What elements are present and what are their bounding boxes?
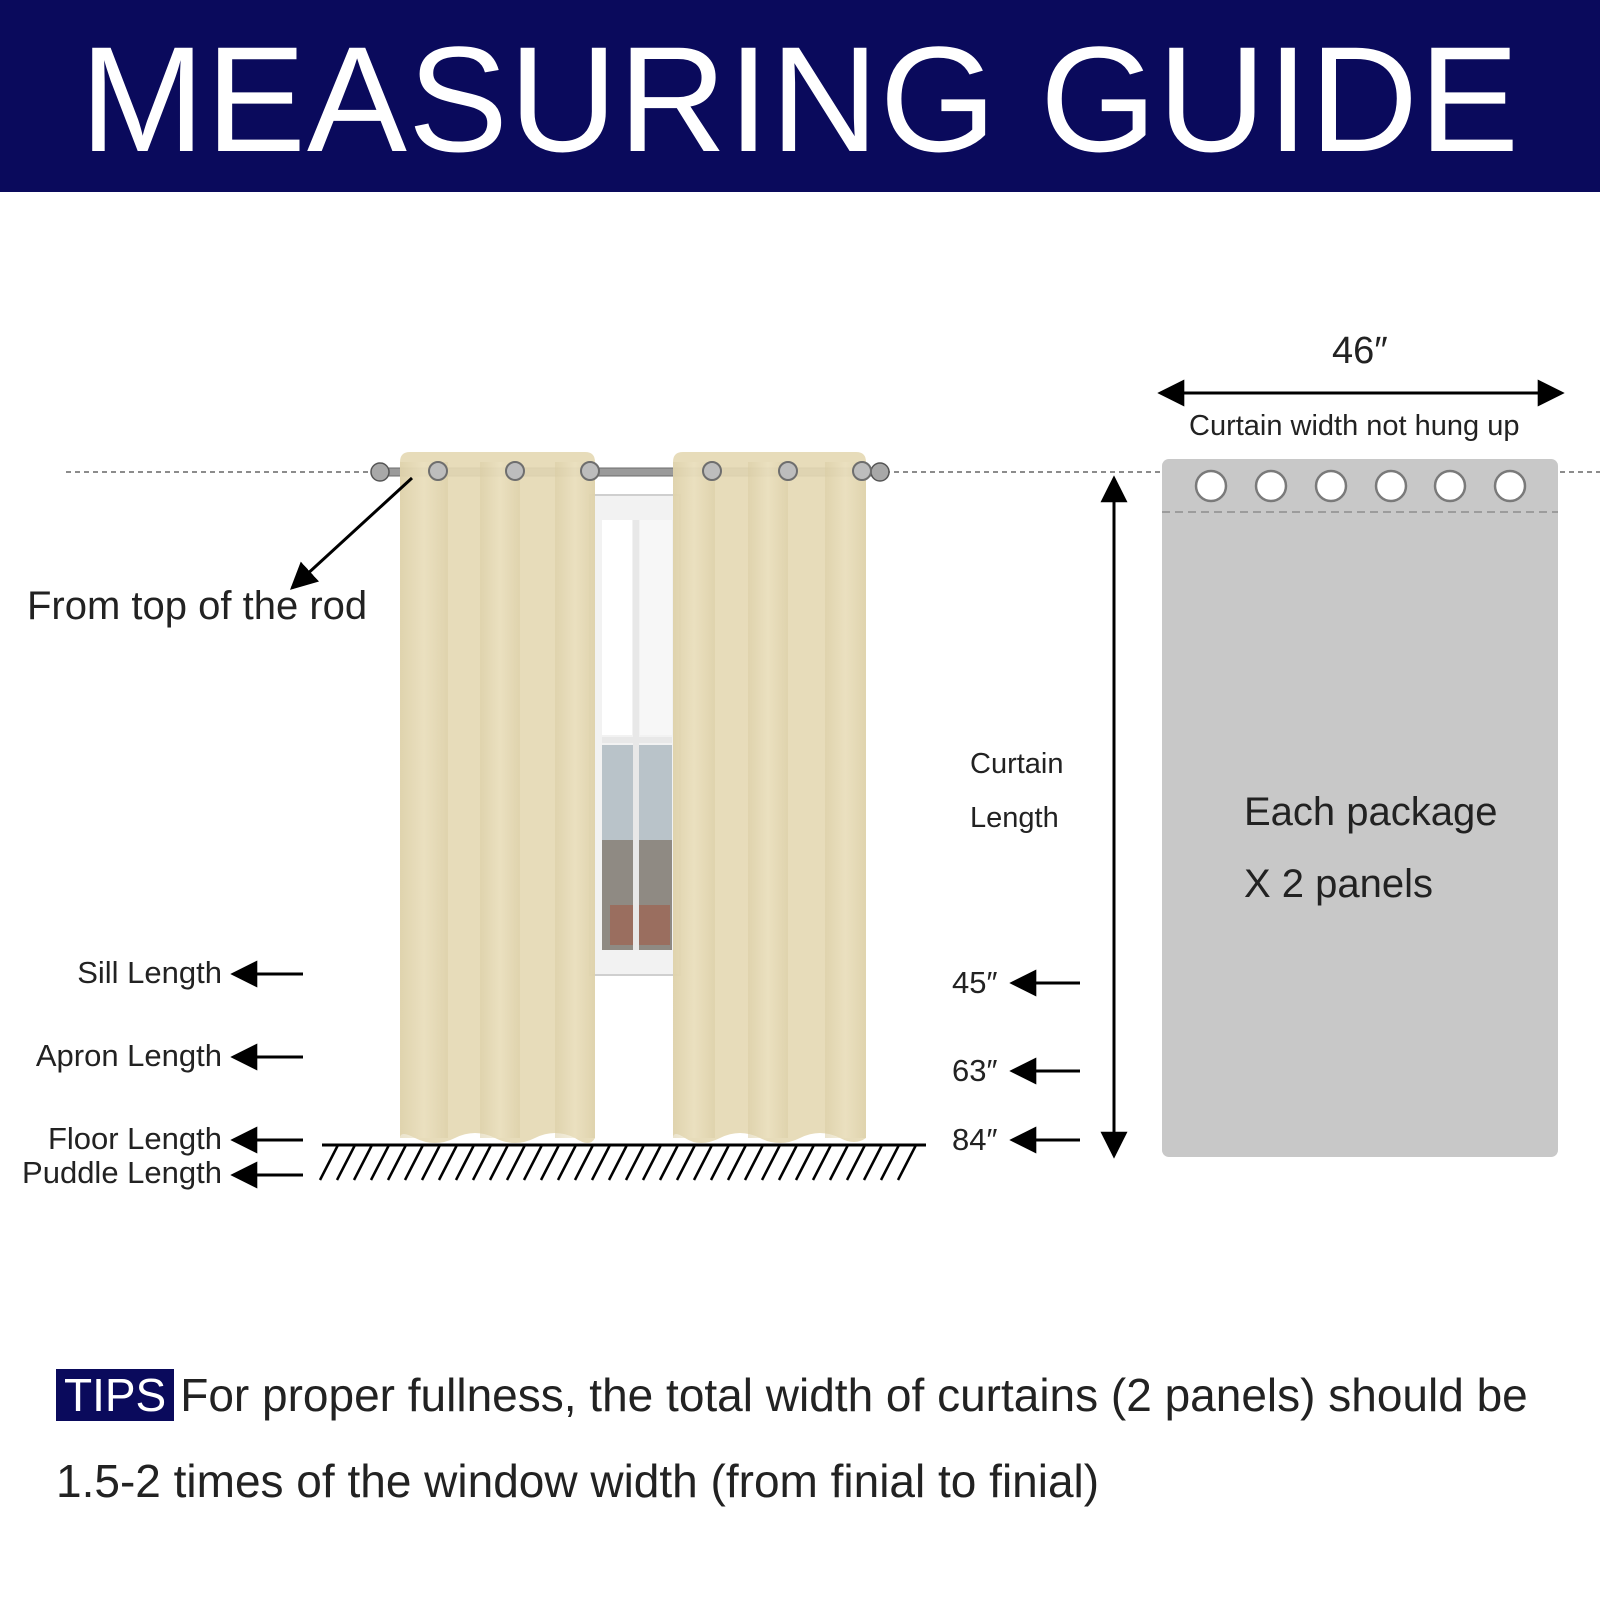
hatch-stroke bbox=[575, 1145, 593, 1180]
hatch-stroke bbox=[558, 1145, 576, 1180]
from-top-label: From top of the rod bbox=[27, 584, 368, 628]
hatch-stroke bbox=[694, 1145, 712, 1180]
hatch-stroke bbox=[711, 1145, 729, 1180]
hatch-stroke bbox=[388, 1145, 406, 1180]
hatch-stroke bbox=[337, 1145, 355, 1180]
grommet-icon bbox=[1196, 471, 1226, 501]
hatch-stroke bbox=[779, 1145, 797, 1180]
grommet-icon bbox=[1495, 471, 1525, 501]
hatch-stroke bbox=[490, 1145, 508, 1180]
hatch-stroke bbox=[796, 1145, 814, 1180]
hatch-stroke bbox=[728, 1145, 746, 1180]
hatch-stroke bbox=[592, 1145, 610, 1180]
hatch-stroke bbox=[864, 1145, 882, 1180]
hatch-stroke bbox=[439, 1145, 457, 1180]
curtain-panel-right bbox=[673, 452, 871, 1143]
hatch-stroke bbox=[609, 1145, 627, 1180]
hatch-stroke bbox=[762, 1145, 780, 1180]
hatch-stroke bbox=[745, 1145, 763, 1180]
hatch-stroke bbox=[881, 1145, 899, 1180]
window bbox=[590, 495, 680, 975]
hatch-stroke bbox=[541, 1145, 559, 1180]
hatch-stroke bbox=[422, 1145, 440, 1180]
package-line-1: Each package bbox=[1244, 790, 1498, 834]
sill-label: Sill Length bbox=[77, 955, 222, 990]
tips-text: For proper fullness, the total width of curtains (2 panels) should be 1.5-2 times of the window width (from finial to finial) bbox=[56, 1369, 1528, 1507]
hatch-stroke bbox=[456, 1145, 474, 1180]
floor-label: Floor Length bbox=[47, 1121, 222, 1156]
curtain-length-label-line2: Length bbox=[970, 802, 1059, 834]
from-top-pointer bbox=[292, 478, 412, 588]
hatch-stroke bbox=[354, 1145, 372, 1180]
panel-width-value: 46″ bbox=[1332, 330, 1388, 372]
floor-hatching bbox=[320, 1145, 926, 1180]
hatch-stroke bbox=[830, 1145, 848, 1180]
curtain-length-label-line1: Curtain bbox=[970, 748, 1064, 780]
tips-text-block bbox=[56, 1352, 1566, 1524]
tips-badge: TIPS bbox=[56, 1369, 174, 1421]
grommet-icon bbox=[1316, 471, 1346, 501]
grommet-icon bbox=[1435, 471, 1465, 501]
hatch-stroke bbox=[524, 1145, 542, 1180]
page-title: MEASURING GUIDE bbox=[79, 15, 1521, 183]
hatch-stroke bbox=[677, 1145, 695, 1180]
hatch-stroke bbox=[507, 1145, 525, 1180]
puddle-label: Puddle Length bbox=[22, 1155, 222, 1190]
hatch-stroke bbox=[643, 1145, 661, 1180]
hatch-stroke bbox=[813, 1145, 831, 1180]
hatch-stroke bbox=[405, 1145, 423, 1180]
grommet-icon bbox=[1256, 471, 1286, 501]
hatch-stroke bbox=[847, 1145, 865, 1180]
hatch-stroke bbox=[473, 1145, 491, 1180]
curtain-panel-left bbox=[400, 452, 599, 1143]
length-45-label: 45″ bbox=[952, 965, 998, 1000]
length-84-label: 84″ bbox=[952, 1122, 998, 1157]
hatch-stroke bbox=[320, 1145, 338, 1180]
hatch-stroke bbox=[898, 1145, 916, 1180]
apron-label: Apron Length bbox=[35, 1038, 222, 1073]
hatch-stroke bbox=[660, 1145, 678, 1180]
panel-width-caption: Curtain width not hung up bbox=[1189, 410, 1520, 442]
hatch-stroke bbox=[626, 1145, 644, 1180]
hatch-stroke bbox=[371, 1145, 389, 1180]
grommet-icon bbox=[1376, 471, 1406, 501]
package-line-2: X 2 panels bbox=[1244, 862, 1434, 906]
length-63-label: 63″ bbox=[952, 1053, 998, 1088]
